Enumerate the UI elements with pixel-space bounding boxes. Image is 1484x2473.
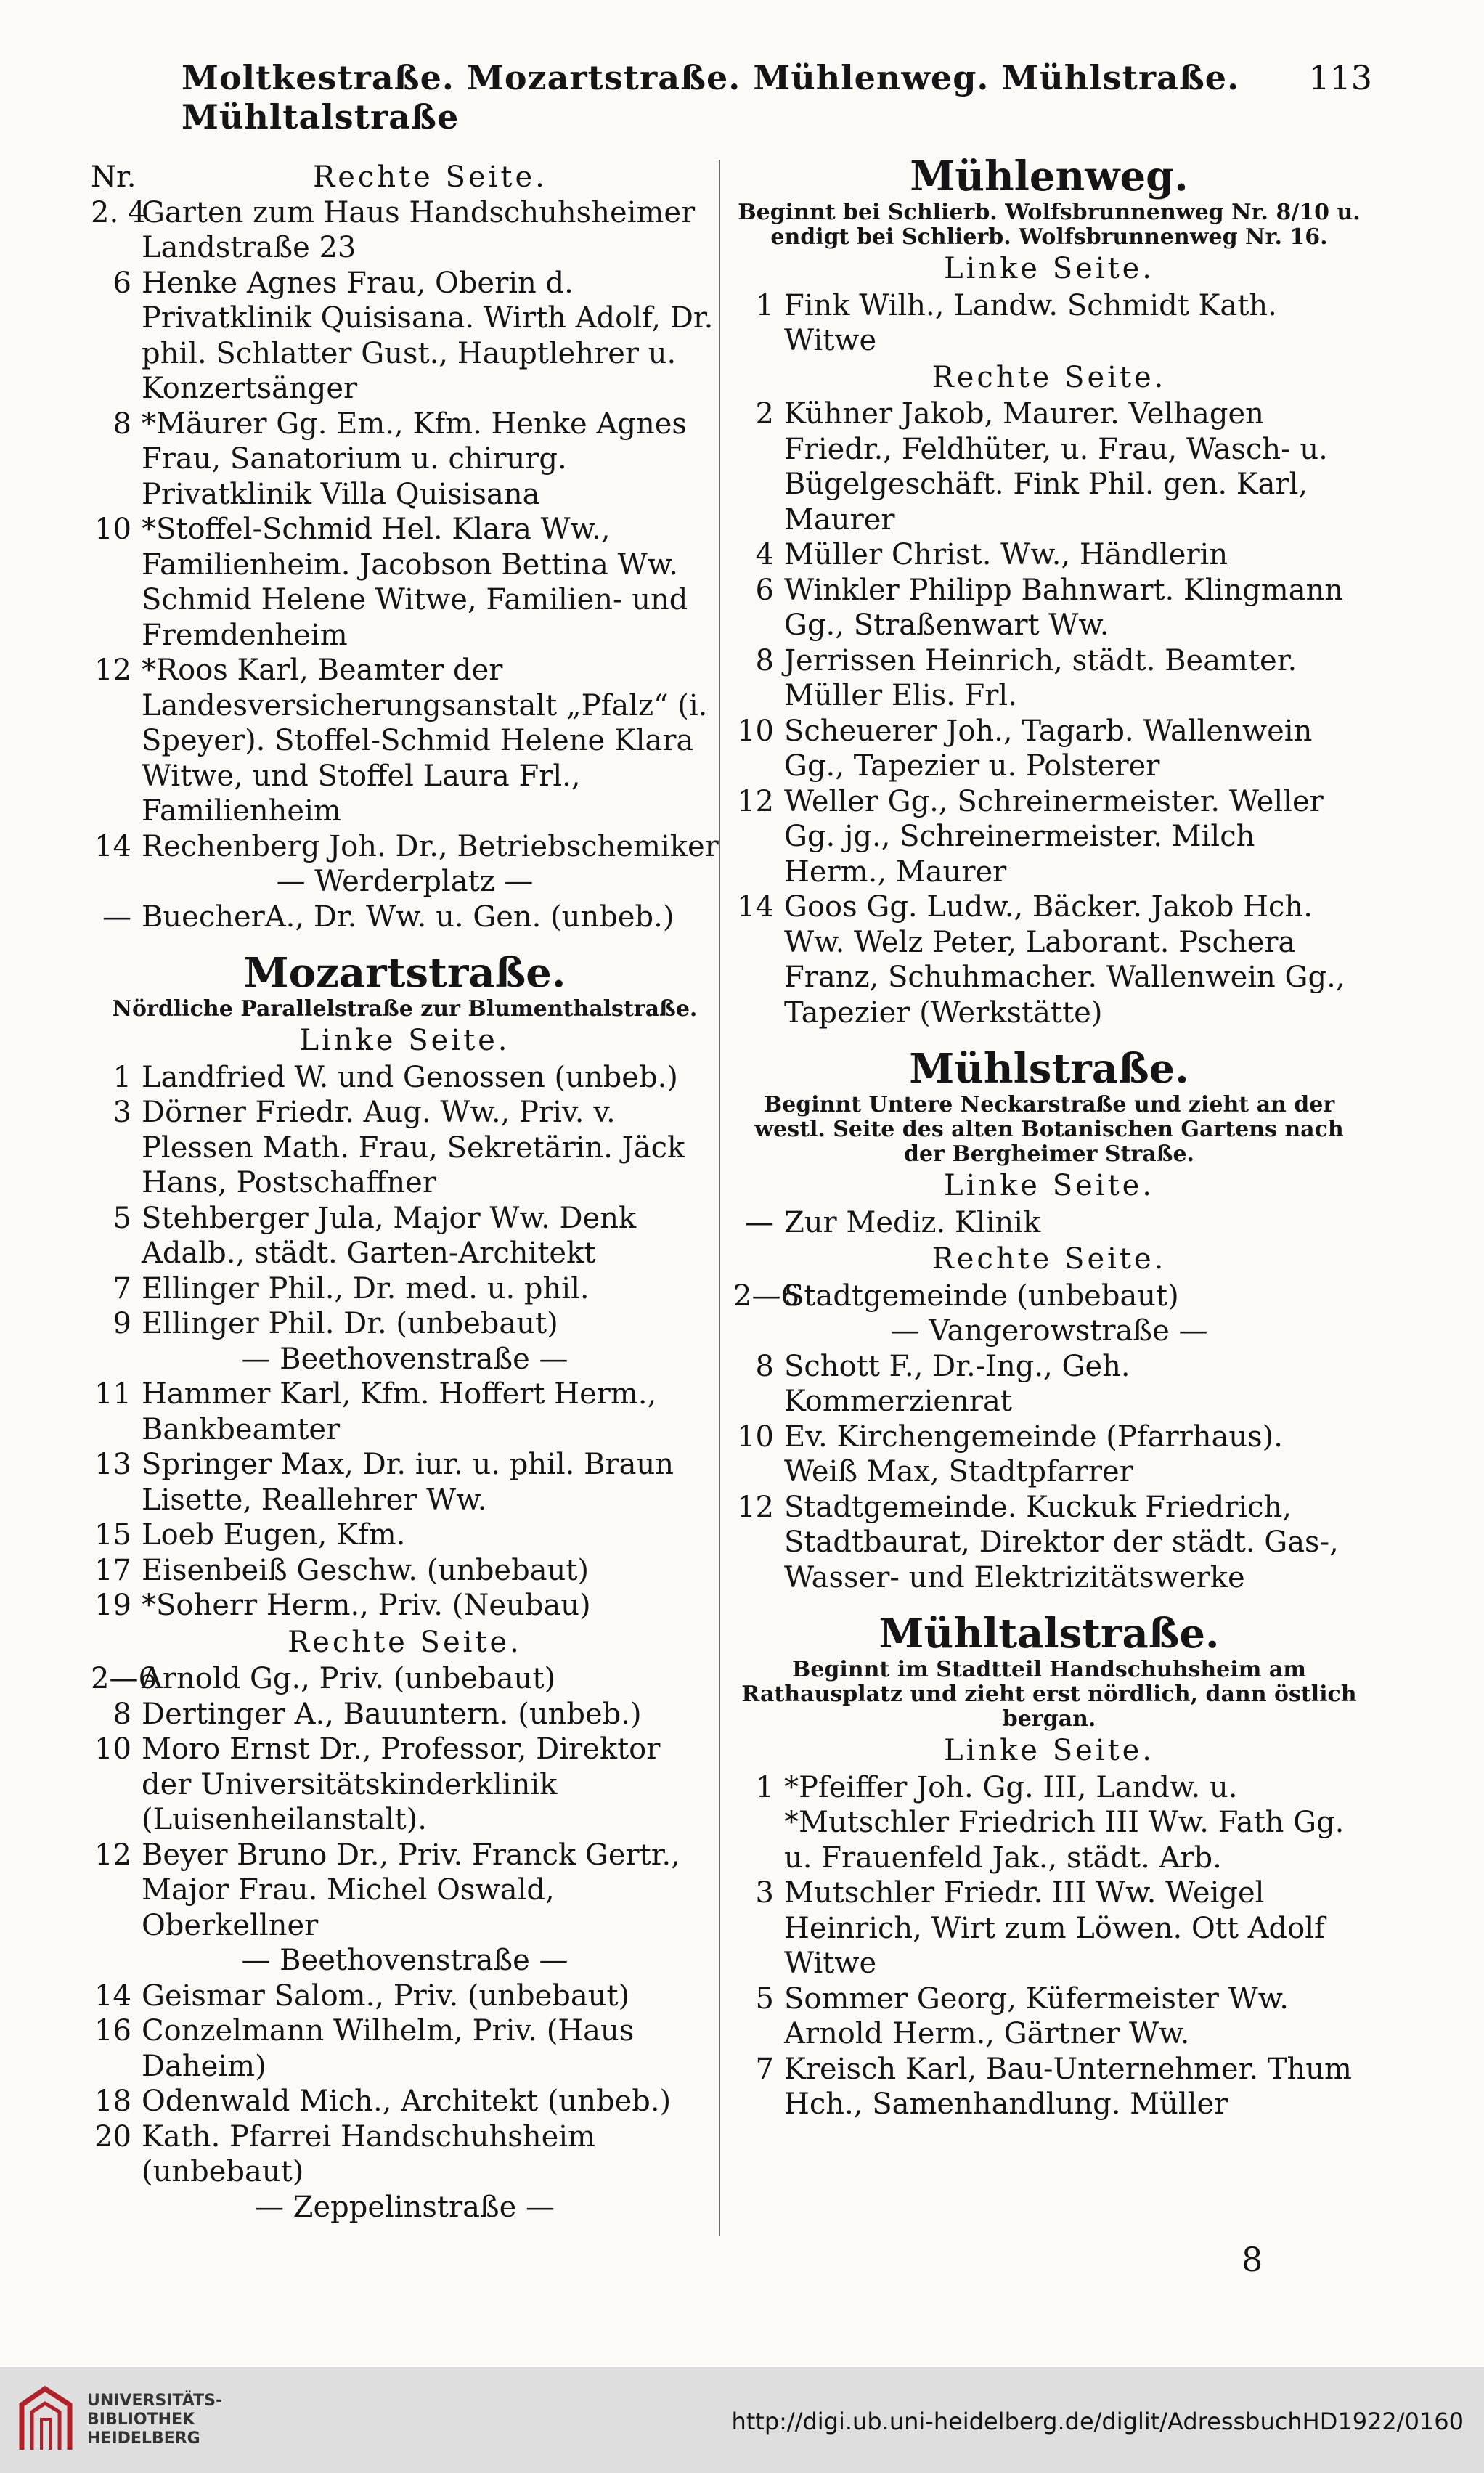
left-column-heading [91,160,719,195]
resident-text: Ellinger Phil. Dr. (unbebaut) [142,1307,558,1340]
resident-text: Fink Wilh., Landw. Schmidt Kath. Witwe [784,288,1277,357]
house-number: 10 [737,714,774,748]
house-number: 6 [113,266,131,300]
entry-row [733,1490,1365,1596]
entry-row [733,1981,1365,2052]
entry-row [733,1770,1365,1876]
entry-list [733,1770,1365,2122]
house-number: 8 [755,643,774,677]
resident-text: Zur Mediz. Klinik [784,1205,1041,1239]
resident-text: Jerrissen Heinrich, städt. Beamter. Müller Elis. Frl. [784,643,1297,712]
resident-text: BuecherA., Dr. Ww. u. Gen. (unbeb.) [142,900,674,934]
entry-row [91,2013,719,2084]
entry-row [733,714,1365,784]
side-heading: Linke Seite. [943,1169,1155,1202]
page-header [182,51,1372,137]
resident-text: Geismar Salom., Priv. (unbebaut) [142,1979,630,2013]
house-number: 17 [94,1553,131,1587]
entry-row [91,1517,719,1553]
entry-row [733,1419,1365,1490]
house-number: — [102,900,131,934]
house-number: 11 [94,1377,131,1411]
entry-row [91,1697,719,1732]
entry-row [91,1271,719,1307]
logo-line: BIBLIOTHEK [87,2411,195,2429]
entry-list [91,195,719,865]
entry-list [733,1279,1365,1314]
entry-list [91,1060,719,1342]
house-number: 14 [94,829,131,863]
resident-text: Beyer Bruno Dr., Priv. Franck Gertr., Major Frau. Michel Oswald, Oberkellner [142,1838,680,1942]
house-number: 3 [755,1876,774,1910]
library-logo-text [87,2392,222,2448]
house-number: 8 [113,407,131,441]
resident-text: Hammer Karl, Kfm. Hoffert Herm., Bankbeamter [142,1377,657,1446]
house-number: 5 [755,1981,774,2016]
house-number: 8 [113,1697,131,1731]
resident-text: Müller Christ. Ww., Händlerin [784,538,1228,571]
cross-street: — Beethovenstraße — [241,1342,568,1376]
entry-row [91,1588,719,1623]
resident-text: Stadtgemeinde (unbebaut) [784,1279,1179,1313]
entry-row [733,1205,1365,1241]
resident-text: Dörner Friedr. Aug. Ww., Priv. v. Plessen Math. Frau, Sekretärin. Jäck Hans, Postschaffner [142,1096,685,1199]
house-number: 1 [755,1770,774,1804]
running-title: Moltkestraße. Mozartstraße. Mühlenweg. Mühlstraße. Mühltalstraße [182,58,1240,137]
entry-row [91,1306,719,1342]
side-heading: Rechte Seite. [313,160,547,194]
house-number: 7 [113,1271,131,1305]
house-number: 9 [113,1307,131,1340]
entry-row [91,1661,719,1697]
resident-text: Mutschler Friedr. III Ww. Weigel Heinrich, Wirt zum Löwen. Ott Adolf Witwe [784,1876,1325,1980]
street-heading: Mühlstraße. [909,1045,1189,1093]
house-number: 1 [113,1060,131,1094]
resident-text: Scheuerer Joh., Tagarb. Wallenwein Gg., Tapezier u. Polsterer [784,714,1313,783]
entry-row [91,195,719,266]
resident-text: Ev. Kirchengemeinde (Pfarrhaus). Weiß Max, Stadtpfarrer [784,1419,1283,1488]
cross-street: — Vangerowstraße — [890,1314,1208,1348]
cross-street: — Werderplatz — [276,865,534,898]
entry-row [733,784,1365,890]
entry-row [733,396,1365,537]
house-number: 2. 4 [91,195,147,229]
resident-text: Loeb Eugen, Kfm. [142,1518,406,1552]
source-url-link[interactable]: http://digi.ub.uni-heidelberg.de/diglit/AdressbuchHD1922/0160 [731,2408,1464,2435]
house-number: 20 [94,2119,131,2154]
side-heading: Linke Seite. [943,252,1155,285]
resident-text: Dertinger A., Bauuntern. (unbeb.) [142,1697,642,1731]
entry-row [91,1838,719,1944]
entry-list [733,1205,1365,1241]
entry-row [733,2052,1365,2122]
house-number: 3 [113,1096,131,1129]
resident-text: *Stoffel-Schmid Hel. Klara Ww., Familienheim. Jacobson Bettina Ww. Schmid Helene Witwe, Familien- und Fremdenheim [142,513,688,652]
side-heading: Linke Seite. [299,1024,510,1057]
entry-row [91,1060,719,1096]
house-number: 10 [737,1419,774,1454]
resident-text: Garten zum Haus Handschuhsheimer Landstraße 23 [142,195,696,264]
footer-bar [0,2367,1484,2473]
house-number: 14 [737,890,774,924]
entry-row [733,1279,1365,1314]
resident-text: Goos Gg. Ludw., Bäcker. Jakob Hch. Ww. Welz Peter, Laborant. Pschera Franz, Schuhmacher. Wallenwein Gg., Tapezier (Werkstätte) [784,890,1345,1030]
entry-row [91,1979,719,2014]
house-number: 15 [94,1518,131,1552]
entry-row [733,643,1365,714]
resident-text: Schott F., Dr.-Ing., Geh. Kommerzienrat [784,1349,1130,1418]
house-number: 12 [94,1838,131,1872]
resident-text: Eisenbeiß Geschw. (unbebaut) [142,1553,589,1587]
resident-text: Arnold Gg., Priv. (unbebaut) [142,1662,556,1695]
house-number: 12 [737,784,774,818]
entry-list [733,396,1365,1030]
house-number: 2 [755,397,774,431]
entry-row [91,512,719,653]
street-description: Beginnt im Stadtteil Handschuhsheim am Rathausplatz und zieht erst nördlich, dann östlich bergan. [741,1657,1357,1732]
resident-text: Landfried W. und Genossen (unbeb.) [142,1060,678,1094]
signature-mark: 8 [1242,2240,1263,2279]
entry-row [91,829,719,865]
street-heading: Mühltalstraße. [878,1610,1220,1658]
entry-row [91,2084,719,2119]
house-number: 4 [755,538,774,571]
entry-row [733,1349,1365,1419]
house-number: 16 [94,2014,131,2048]
house-number: 14 [94,1979,131,2013]
entry-row [91,1447,719,1517]
resident-text: Moro Ernst Dr., Professor, Direktor der Universitätskinderklinik (Luisenheilanstalt). [142,1732,661,1836]
entry-row [91,900,719,935]
side-heading: Linke Seite. [943,1734,1155,1767]
entry-list [91,1377,719,1623]
entry-row [91,1201,719,1271]
resident-text: Stehberger Jula, Major Ww. Denk Adalb., städt. Garten-Architekt [142,1201,637,1270]
entry-row [91,266,719,407]
house-number: 12 [737,1490,774,1524]
resident-text: Springer Max, Dr. iur. u. phil. Braun Lisette, Reallehrer Ww. [142,1448,674,1517]
entry-row [91,653,719,829]
logo-line: UNIVERSITÄTS- [87,2392,223,2410]
street-heading: Mühlenweg. [910,152,1189,200]
logo-line: HEIDELBERG [87,2429,200,2448]
entry-row [91,1095,719,1201]
entry-list [91,1661,719,1943]
resident-text: Winkler Philipp Bahnwart. Klingmann Gg., Straßenwart Ww. [784,573,1344,642]
side-heading: Rechte Seite. [931,360,1167,394]
house-number: 6 [755,573,774,607]
street-description: Beginnt Untere Neckarstraße und zieht an der westl. Seite des alten Botanischen Gartens nach der Bergheimer Straße. [754,1092,1344,1167]
house-number: 19 [94,1589,131,1622]
resident-text: Kühner Jakob, Maurer. Velhagen Friedr., Feldhüter, u. Frau, Wasch- u. Bügelgeschäft. Fink Phil. gen. Karl, Maurer [784,397,1328,537]
entry-row [91,2119,719,2190]
cross-street: — Zeppelinstraße — [254,2190,555,2224]
page-number: 113 [1308,58,1372,97]
entry-row [91,1553,719,1589]
house-number: 1 [755,288,774,322]
house-number: 2—6 [733,1279,799,1313]
house-number: 13 [94,1448,131,1481]
house-number: 7 [755,2052,774,2086]
nr-label: Nr. [91,160,136,194]
resident-text: Kath. Pfarrei Handschuhsheim (unbebaut) [142,2119,595,2188]
resident-text: Sommer Georg, Küfermeister Ww. Arnold Herm., Gärtner Ww. [784,1981,1289,2050]
resident-text: *Mäurer Gg. Em., Kfm. Henke Agnes Frau, Sanatorium u. chirurg. Privatklinik Villa Quisisana [142,407,687,511]
street-heading: Mozartstraße. [243,949,566,997]
left-column [91,160,719,2225]
resident-text: *Roos Karl, Beamter der Landesversicherungsanstalt „Pfalz“ (i. Speyer). Stoffel-Schmid Helene Klara Witwe, und Stoffel Laura Frl., Familienheim [142,653,708,828]
library-logo-icon [16,2383,76,2456]
entry-list [91,1979,719,2190]
resident-text: *Pfeiffer Joh. Gg. III, Landw. u. *Mutschler Friedrich III Ww. Fath Gg. u. Frauenfeld Jak., städt. Arb. [784,1770,1345,1875]
side-heading: Rechte Seite. [288,1625,522,1659]
house-number: 12 [94,653,131,687]
house-number: 18 [94,2085,131,2118]
resident-text: Weller Gg., Schreinermeister. Weller Gg. jg., Schreinermeister. Milch Herm., Maurer [784,784,1324,889]
house-number: 2—6 [91,1662,157,1695]
resident-text: Stadtgemeinde. Kuckuk Friedrich, Stadtbaurat, Direktor der städt. Gas-, Wasser- und Elektrizitätswerke [784,1490,1339,1594]
house-number: 10 [94,1732,131,1766]
house-number: 8 [755,1349,774,1383]
resident-text: Odenwald Mich., Architekt (unbeb.) [142,2085,672,2118]
entry-row [733,573,1365,643]
house-number: — [745,1205,774,1239]
entry-row [91,1377,719,1447]
street-description: Nördliche Parallelstraße zur Blumenthalstraße. [112,996,698,1022]
entry-row [733,288,1365,359]
resident-text: Ellinger Phil., Dr. med. u. phil. [142,1271,590,1305]
house-number: 5 [113,1201,131,1235]
resident-text: *Soherr Herm., Priv. (Neubau) [142,1589,591,1622]
resident-text: Rechenberg Joh. Dr., Betriebschemiker [142,829,719,863]
cross-street: — Beethovenstraße — [241,1944,568,1977]
resident-text: Conzelmann Wilhelm, Priv. (Haus Daheim) [142,2014,635,2083]
entry-row [733,889,1365,1030]
resident-text: Kreisch Karl, Bau-Unternehmer. Thum Hch., Samenhandlung. Müller [784,2052,1352,2121]
entry-row [91,407,719,513]
resident-text: Henke Agnes Frau, Oberin d. Privatklinik Quisisana. Wirth Adolf, Dr. phil. Schlatter Gust., Hauptlehrer u. Konzertsänger [142,266,714,405]
street-description: Beginnt bei Schlierb. Wolfsbrunnenweg Nr. 8/10 u. endigt bei Schlierb. Wolfsbrunnenweg Nr. 16. [738,200,1361,250]
house-number: 10 [94,513,131,546]
side-heading: Rechte Seite. [931,1242,1167,1276]
entry-list [733,288,1365,359]
entry-row [733,1875,1365,1981]
entry-row [733,537,1365,573]
entry-list [733,1349,1365,1596]
entry-row [91,1732,719,1838]
right-column [733,152,1365,2122]
column-divider [719,160,720,2236]
